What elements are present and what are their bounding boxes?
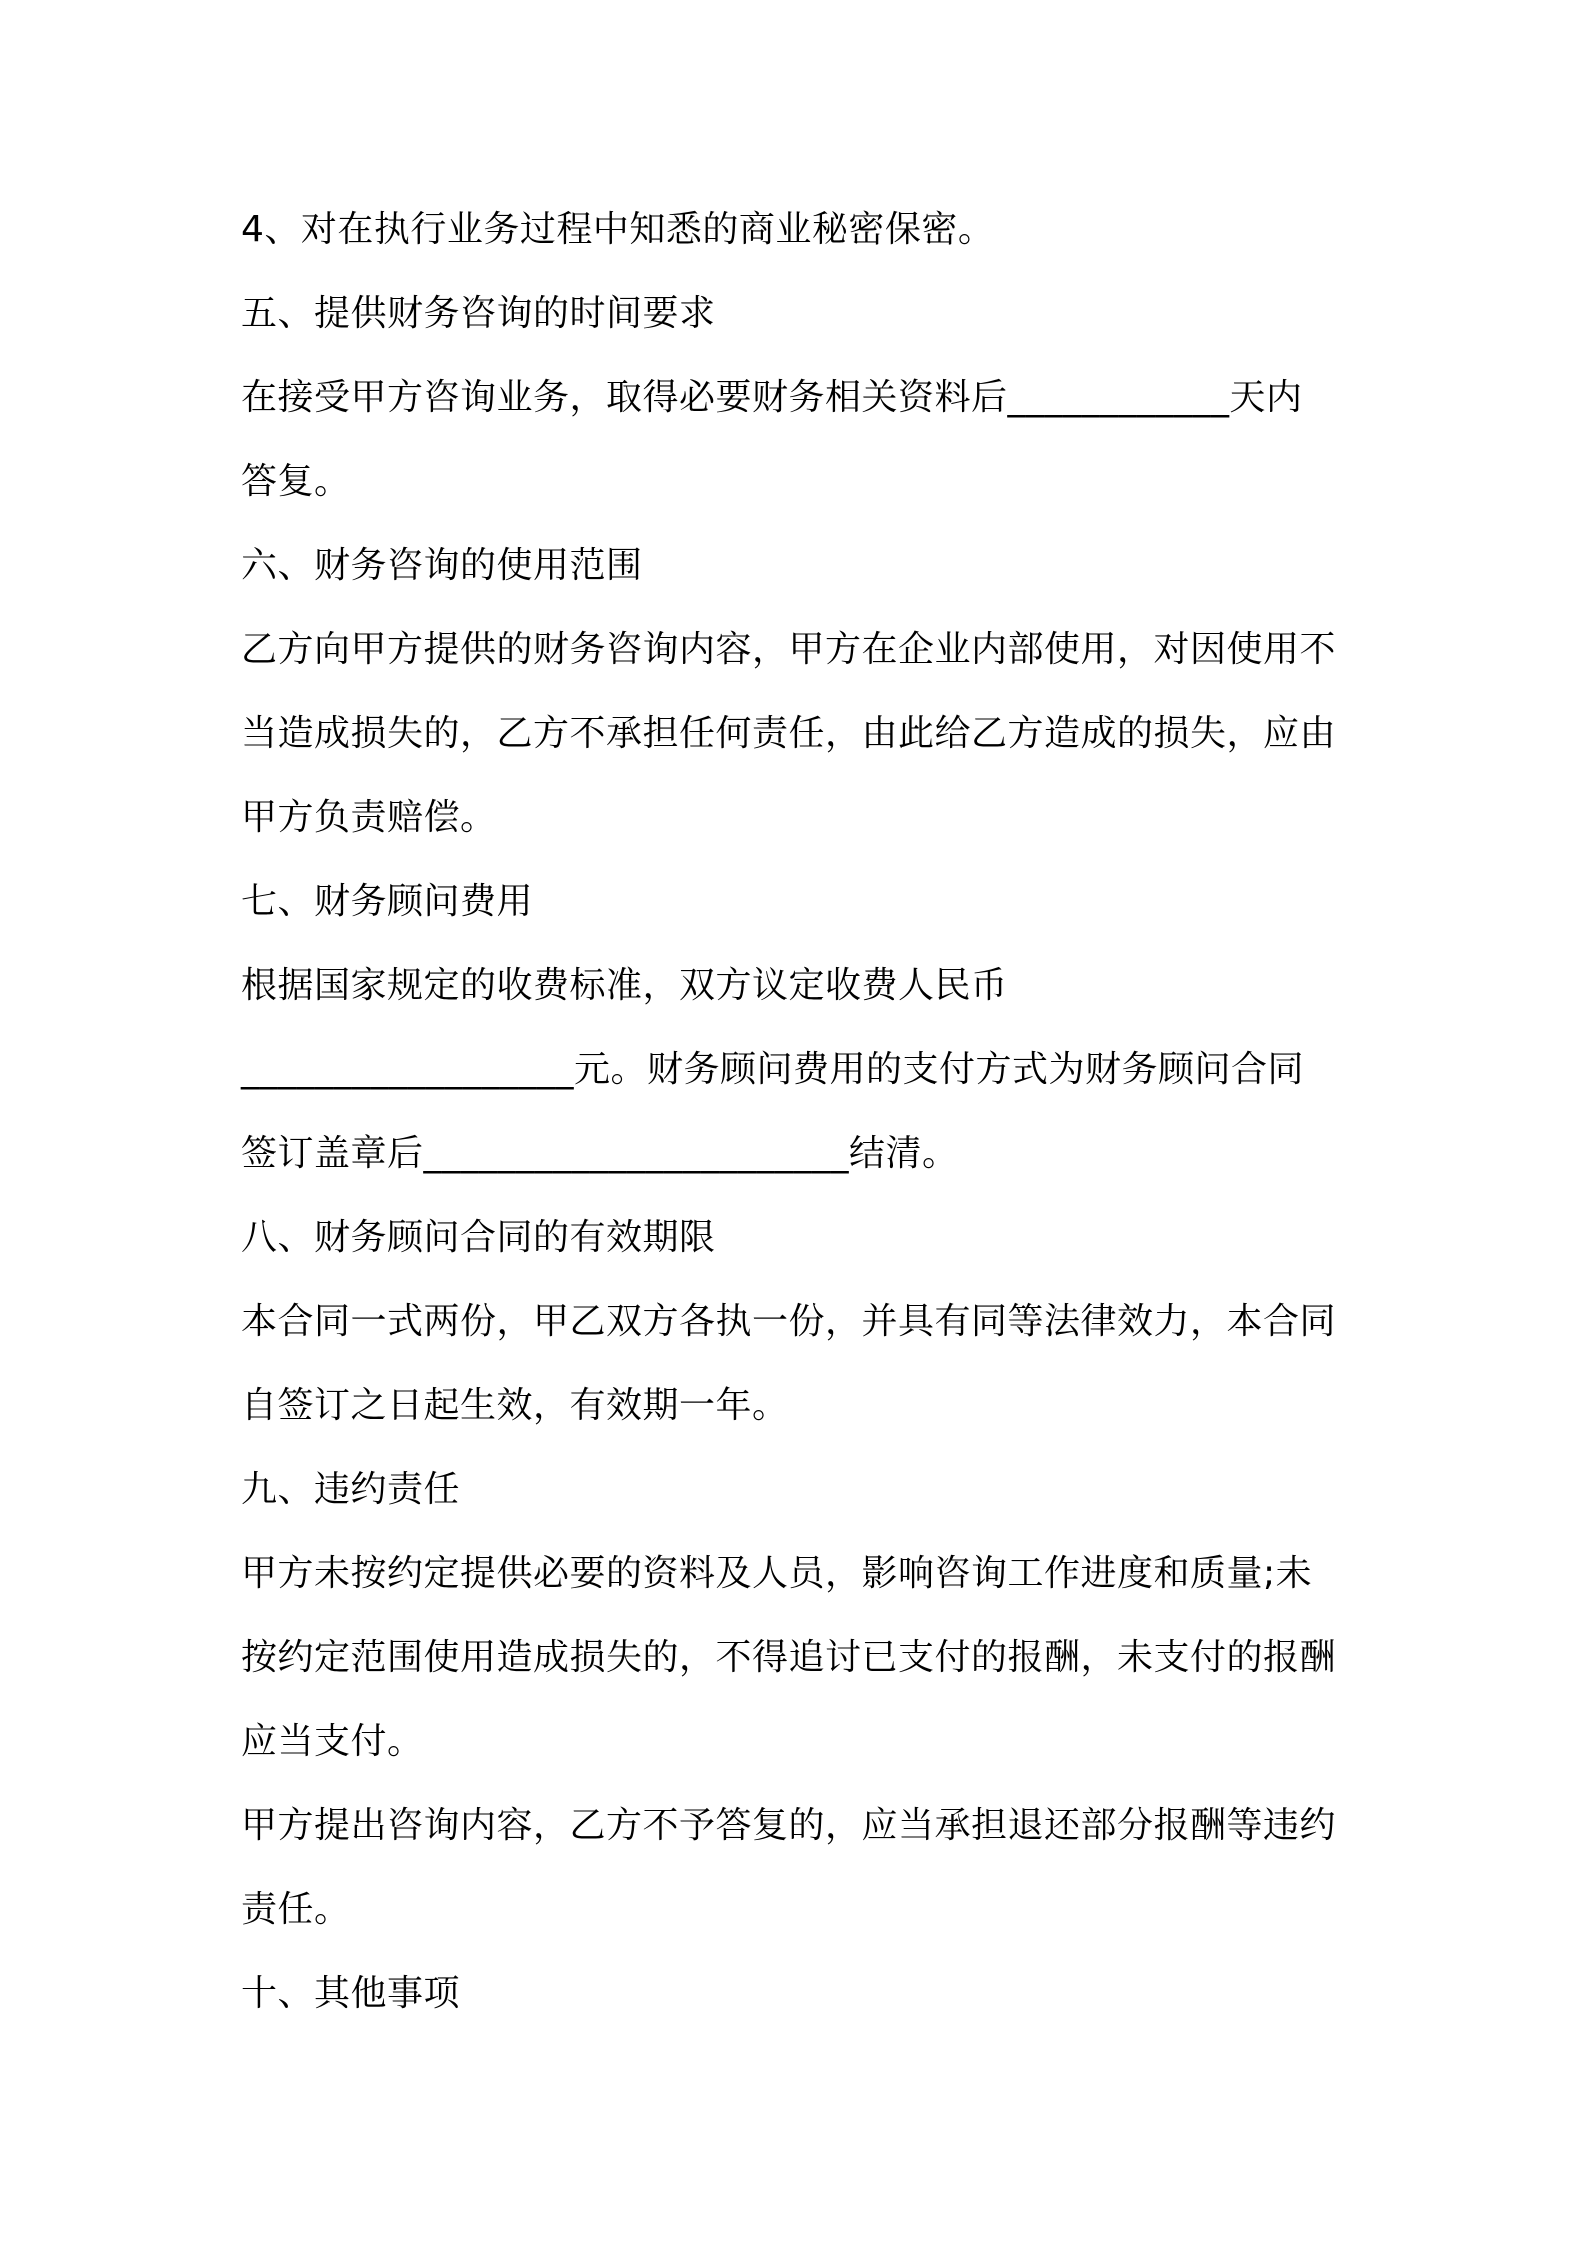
paragraph-line: 乙方向甲方提供的财务咨询内容，甲方在企业内部使用，对因使用不 — [241, 629, 1337, 670]
paragraph-line: 按约定范围使用造成损失的，不得追讨已支付的报酬，未支付的报酬 — [241, 1637, 1337, 1678]
paragraph-line: 本合同一式两份，甲乙双方各执一份，并具有同等法律效力，本合同 — [241, 1301, 1337, 1342]
paragraph-line: 自签订之日起生效，有效期一年。 — [241, 1385, 789, 1426]
paragraph-line: 在接受甲方咨询业务，取得必要财务相关资料后____________天内 — [241, 377, 1303, 418]
section-heading-9: 九、违约责任 — [241, 1469, 461, 1510]
paragraph-line: 当造成损失的，乙方不承担任何责任，由此给乙方造成的损失，应由 — [241, 713, 1337, 754]
paragraph-line: 责任。 — [241, 1889, 351, 1930]
paragraph-line: 答复。 — [241, 461, 351, 502]
paragraph-line: 应当支付。 — [241, 1721, 424, 1762]
paragraph-line: 根据国家规定的收费标准，双方议定收费人民币 — [241, 965, 1008, 1006]
paragraph-line: 甲方负责赔偿。 — [241, 797, 497, 838]
section-heading-8: 八、财务顾问合同的有效期限 — [241, 1217, 716, 1258]
paragraph-line: 甲方提出咨询内容，乙方不予答复的，应当承担退还部分报酬等违约 — [241, 1805, 1337, 1846]
section-heading-10: 十、其他事项 — [241, 1973, 461, 2014]
paragraph-line: __________________元。财务顾问费用的支付方式为财务顾问合同 — [241, 1049, 1305, 1090]
section-heading-7: 七、财务顾问费用 — [241, 881, 534, 922]
paragraph-line: 签订盖章后_______________________结清。 — [241, 1133, 959, 1174]
clause-item-4: 4、对在执行业务过程中知悉的商业秘密保密。 — [241, 209, 995, 250]
section-heading-6: 六、财务咨询的使用范围 — [241, 545, 643, 586]
paragraph-line: 甲方未按约定提供必要的资料及人员，影响咨询工作进度和质量;未 — [241, 1553, 1313, 1594]
section-heading-5: 五、提供财务咨询的时间要求 — [241, 293, 716, 334]
